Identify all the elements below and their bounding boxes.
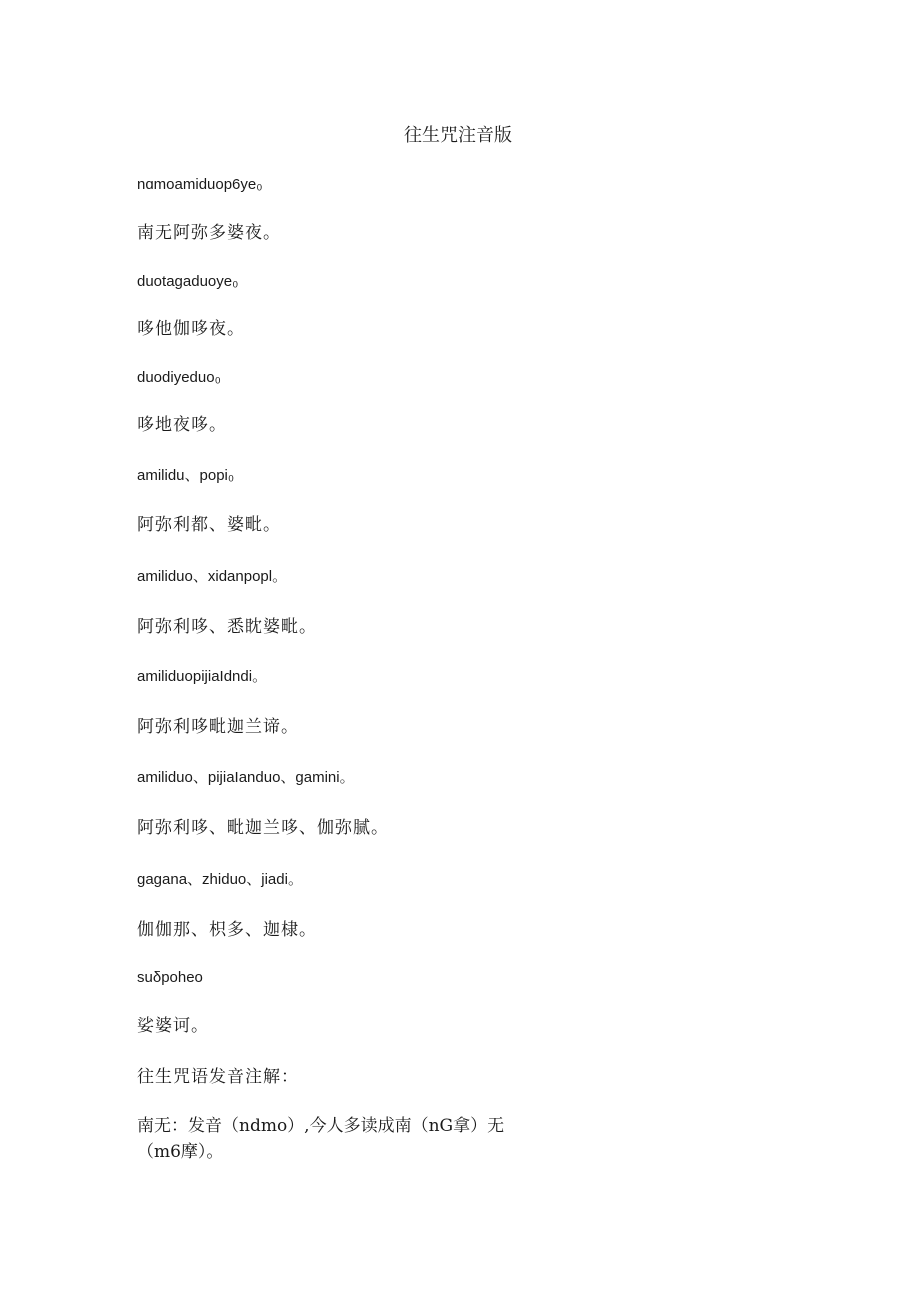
pinyin-line-3: duodiyeduo₀ (137, 369, 221, 386)
chinese-line-4: 阿弥利都、婆毗。 (137, 515, 281, 535)
chinese-line-6: 阿弥利哆毗迦兰谛。 (137, 717, 299, 737)
pinyin-line-5: amiliduo、xidanpopl。 (137, 568, 288, 585)
pinyin-line-1: nɑmoamiduop6ye₀ (137, 176, 263, 193)
chinese-line-2: 哆他伽哆夜。 (137, 319, 245, 339)
pinyin-line-8: gagana、zhiduo、jiadi。 (137, 871, 303, 888)
chinese-line-8: 伽伽那、枳多、迦棣。 (137, 920, 317, 940)
document-title: 往生咒注音版 (404, 125, 512, 146)
pronunciation-note: 南无：发音（ndmo）,今人多读成南（nG拿）无（m6摩）。 (137, 1116, 505, 1162)
section-heading: 往生咒语发音注解： (137, 1067, 299, 1087)
chinese-line-9: 娑婆诃。 (137, 1016, 209, 1036)
pinyin-line-4: amilidu、popi₀ (137, 467, 235, 484)
pinyin-line-9: suδpoheo (137, 969, 203, 986)
chinese-line-3: 哆地夜哆。 (137, 415, 227, 435)
chinese-line-5: 阿弥利哆、悉眈婆毗。 (137, 617, 317, 637)
chinese-line-7: 阿弥利哆、毗迦兰哆、伽弥腻。 (137, 818, 389, 838)
pinyin-line-7: amiliduo、pijiaIanduo、gamini。 (137, 769, 355, 786)
pinyin-line-6: amiliduopijiaIdndi。 (137, 668, 268, 685)
pinyin-line-2: duotagaduoye₀ (137, 273, 239, 290)
chinese-line-1: 南无阿弥多婆夜。 (137, 223, 281, 243)
